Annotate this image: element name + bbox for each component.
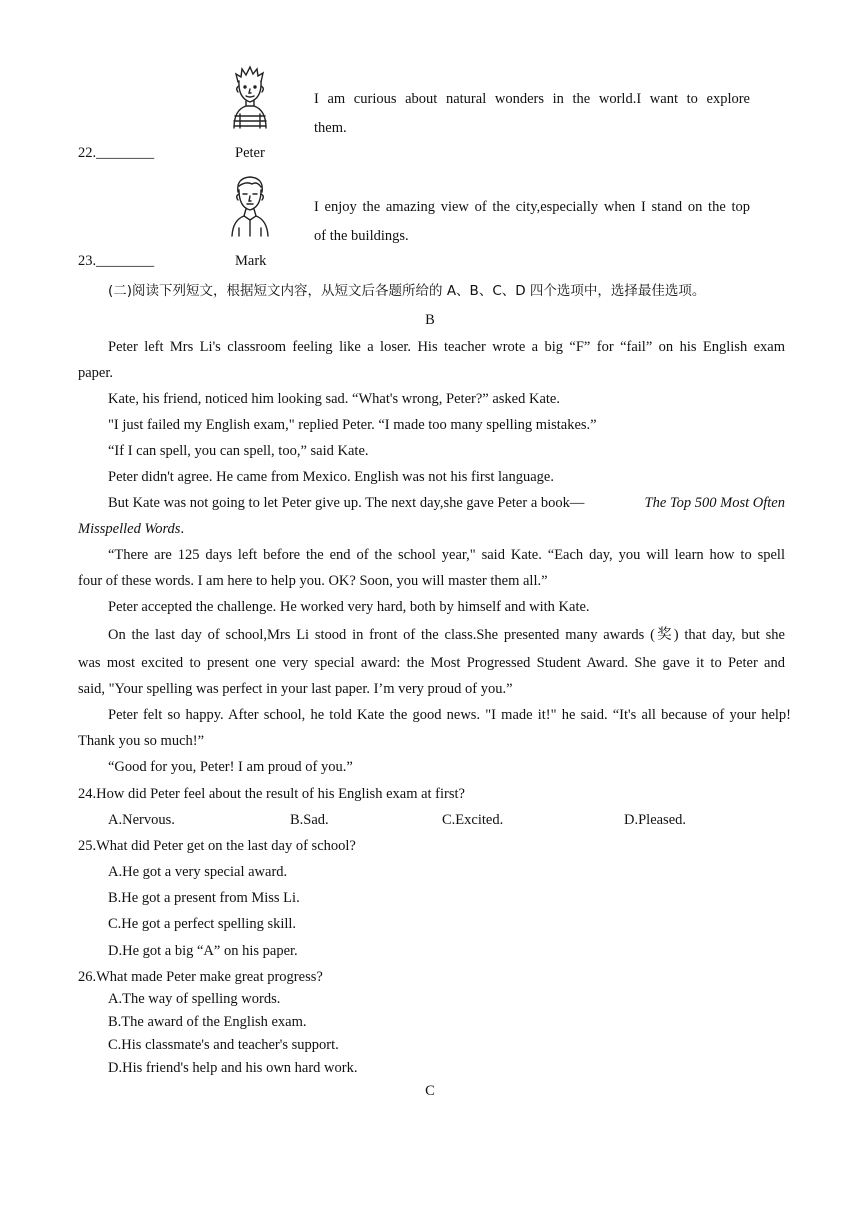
option-b: B.The award of the English exam. (108, 1014, 307, 1030)
quote-line: of the buildings. (314, 228, 409, 244)
paragraph-line: “There are 125 days left before the end of the school year," said Kate. “Each day, you will learn how to spell (108, 547, 785, 563)
option-b: B.He got a present from Miss Li. (108, 890, 300, 906)
option-c: C.Excited. (442, 812, 504, 828)
paragraph-line: said, "Your spelling was perfect in your last paper. I’m very proud of you.” (78, 681, 513, 697)
paragraph-line: Peter didn't agree. He came from Mexico. English was not his first language. (108, 469, 554, 485)
option-a: A.He got a very special award. (108, 864, 288, 880)
option-d: D.He got a big “A” on his paper. (108, 943, 298, 959)
boy-illustration-icon (226, 64, 274, 130)
paragraph-line: "I just failed my English exam," replied Peter. “I made too many spelling mistakes.” (108, 417, 597, 433)
quote-line: them. (314, 120, 347, 136)
paragraph-line: Thank you so much!” (78, 733, 205, 749)
option-b: B.Sad. (290, 812, 329, 828)
paragraph-line: Peter accepted the challenge. He worked very hard, both by himself and with Kate. (108, 599, 590, 615)
paragraph-line: Peter left Mrs Li's classroom feeling like a loser. His teacher wrote a big “F” for “fail” on his English exam (108, 339, 785, 355)
paragraph-line: four of these words. I am here to help you. OK? Soon, you will master them all.” (78, 573, 548, 589)
passage-label-b: B (425, 312, 435, 328)
person-name-mark: Mark (235, 253, 267, 269)
question-text: 26.What made Peter make great progress? (78, 969, 323, 985)
man-illustration-icon (226, 172, 274, 238)
section-heading: (二)阅读下列短文，根据短文内容，从短文后各题所给的 A、B、C、D 四个选项中，选择最佳选项。 (108, 283, 706, 299)
paragraph-line: “If I can spell, you can spell, too,” said Kate. (108, 443, 369, 459)
option-a: A.Nervous. (108, 812, 175, 828)
option-a: A.The way of spelling words. (108, 991, 281, 1007)
quote-line: I enjoy the amazing view of the city,especially when I stand on the top (314, 199, 750, 215)
quote-peter (314, 90, 750, 137)
paragraph-line: was most excited to present one very special award: the Most Progressed Student Award. She gave it to Peter and (78, 655, 785, 671)
paragraph-line: Kate, his friend, noticed him looking sad. “What's wrong, Peter?” asked Kate. (108, 391, 560, 407)
option-d: D.Pleased. (624, 812, 687, 828)
book-title-part: The Top 500 Most Often (644, 495, 785, 511)
question-text: 24.How did Peter feel about the result of his English exam at first? (78, 786, 465, 802)
paragraph-text: . (180, 521, 185, 537)
person-name-peter: Peter (235, 145, 265, 161)
paragraph-line (78, 520, 785, 538)
question-text: 25.What did Peter get on the last day of school? (78, 838, 356, 854)
option-d: D.His friend's help and his own hard work. (108, 1060, 358, 1076)
paragraph-line: On the last day of school,Mrs Li stood in front of the class.She presented many awards (奖) that day, but she (108, 627, 785, 643)
paragraph-text: But Kate was not going to let Peter give up. The next day,she gave Peter a book— (108, 495, 585, 511)
book-title-part: Misspelled Words (78, 521, 181, 537)
quote-mark (314, 198, 750, 245)
option-c: C.His classmate's and teacher's support. (108, 1037, 339, 1053)
passage-label-c: C (425, 1083, 435, 1099)
number-blank-22: 22.________ (78, 145, 155, 161)
number-blank-23: 23.________ (78, 253, 155, 269)
paragraph-line: “Good for you, Peter! I am proud of you.” (108, 759, 353, 775)
paragraph-line: paper. (78, 365, 114, 381)
quote-line: I am curious about natural wonders in the world.I want to explore (314, 91, 750, 107)
option-c: C.He got a perfect spelling skill. (108, 916, 297, 932)
paragraph-line: Peter felt so happy. After school, he told Kate the good news. "I made it!" he said. “It's all because of your help! (108, 707, 791, 723)
paragraph-line (108, 494, 785, 512)
